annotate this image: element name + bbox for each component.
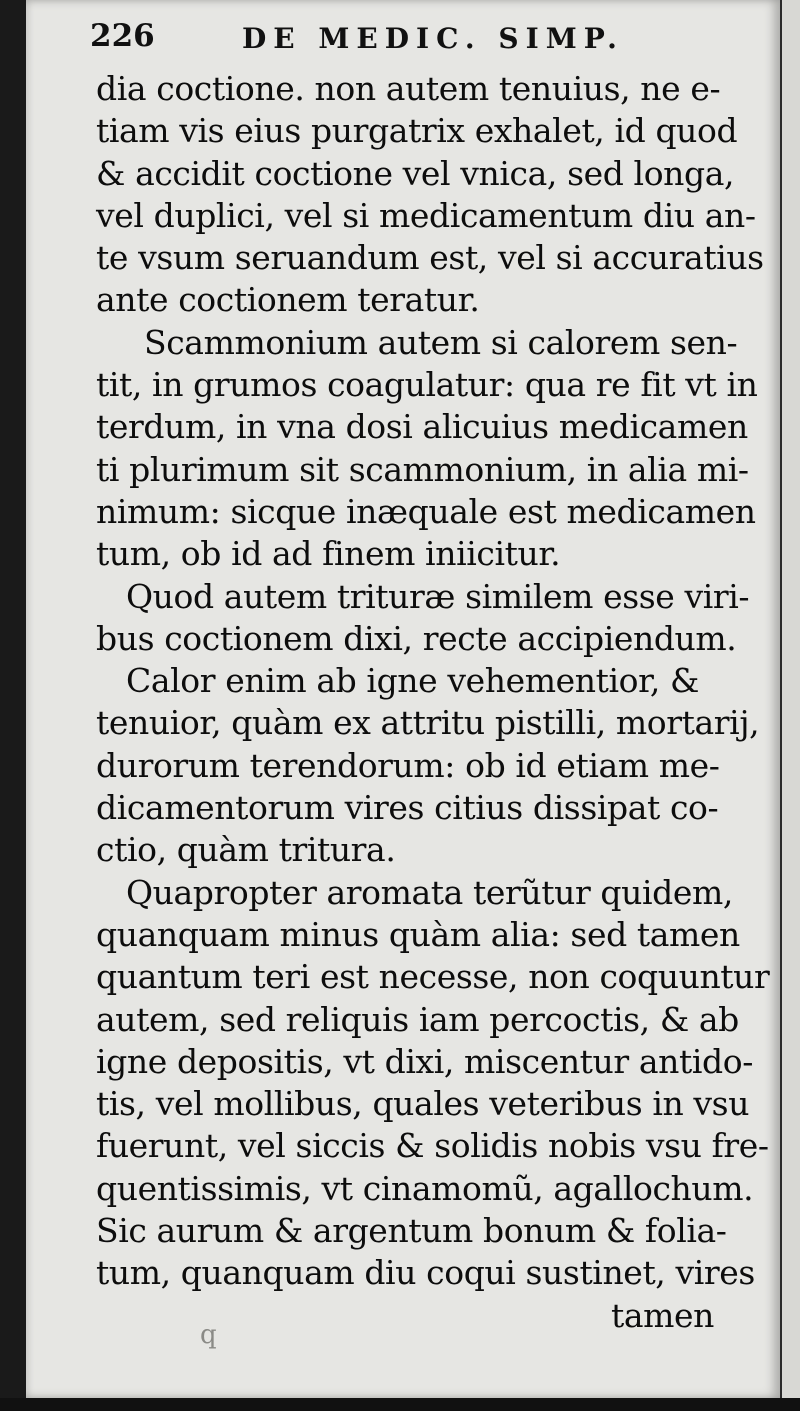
text-line: dia coctione. non autem tenuius, ne e- bbox=[96, 69, 721, 108]
text-line: tit, in grumos coagulatur: qua re fit vt in bbox=[96, 365, 758, 405]
text-line: quanquam minus quàm alia: sed tamen bbox=[96, 914, 740, 954]
text-line: quantum teri est necesse, non coquuntur bbox=[96, 957, 770, 997]
signature-mark: q bbox=[200, 1320, 217, 1350]
page-edge bbox=[780, 0, 800, 1411]
running-head bbox=[90, 18, 650, 62]
text-line: bus coctionem dixi, recte accipiendum. bbox=[96, 618, 737, 658]
text-line: autem, sed reliquis iam percoctis, & ab bbox=[96, 999, 739, 1039]
paragraph-start-line: Calor enim ab igne vehementior, & bbox=[126, 661, 699, 701]
text-line: ctio, quàm tritura. bbox=[96, 830, 396, 870]
text-line: tum, ob id ad finem iniicitur. bbox=[96, 534, 561, 574]
text-line: durorum terendorum: ob id etiam me- bbox=[96, 745, 720, 785]
text-line: dicamentorum vires citius dissipat co- bbox=[96, 788, 719, 828]
text-line: ante coctionem teratur. bbox=[96, 280, 480, 320]
text-line: nimum: sicque inæquale est medicamen bbox=[96, 491, 756, 531]
text-line: tenuior, quàm ex attritu pistilli, mortarij, bbox=[96, 703, 760, 743]
text-line: tis, vel mollibus, quales veteribus in vsu bbox=[96, 1084, 750, 1124]
text-line: te vsum seruandum est, vel si accuratius bbox=[96, 238, 764, 278]
body-text bbox=[96, 68, 770, 1337]
running-title: DE MEDIC. SIMP. bbox=[242, 22, 624, 55]
text-line: & accidit coctione vel vnica, sed longa, bbox=[96, 153, 735, 193]
text-line: Sic aurum & argentum bonum & folia- bbox=[96, 1211, 727, 1251]
text-line: igne depositis, vt dixi, miscentur antido- bbox=[96, 1041, 753, 1081]
text-line: fuerunt, vel siccis & solidis nobis vsu fre- bbox=[96, 1126, 769, 1166]
text-line: ti plurimum sit scammonium, in alia mi- bbox=[96, 449, 749, 489]
catchword: tamen bbox=[610, 1295, 714, 1335]
text-line: terdum, in vna dosi alicuius medicamen bbox=[96, 407, 748, 447]
paragraph-start-line: Quod autem trituræ similem esse viri- bbox=[126, 576, 750, 616]
page-number: 226 bbox=[90, 18, 155, 54]
scan-border bbox=[0, 1398, 800, 1411]
text-line: vel duplici, vel si medicamentum diu an- bbox=[96, 195, 756, 235]
text-line: quentissimis, vt cinamomũ, agallochum. bbox=[96, 1168, 754, 1208]
text-line: tum, quanquam diu coqui sustinet, vires bbox=[96, 1253, 755, 1293]
paragraph-start-line: Scammonium autem si calorem sen- bbox=[144, 322, 738, 362]
paragraph-start-line: Quapropter aromata terũtur quidem, bbox=[126, 872, 734, 912]
text-line: tiam vis eius purgatrix exhalet, id quod bbox=[96, 111, 738, 151]
